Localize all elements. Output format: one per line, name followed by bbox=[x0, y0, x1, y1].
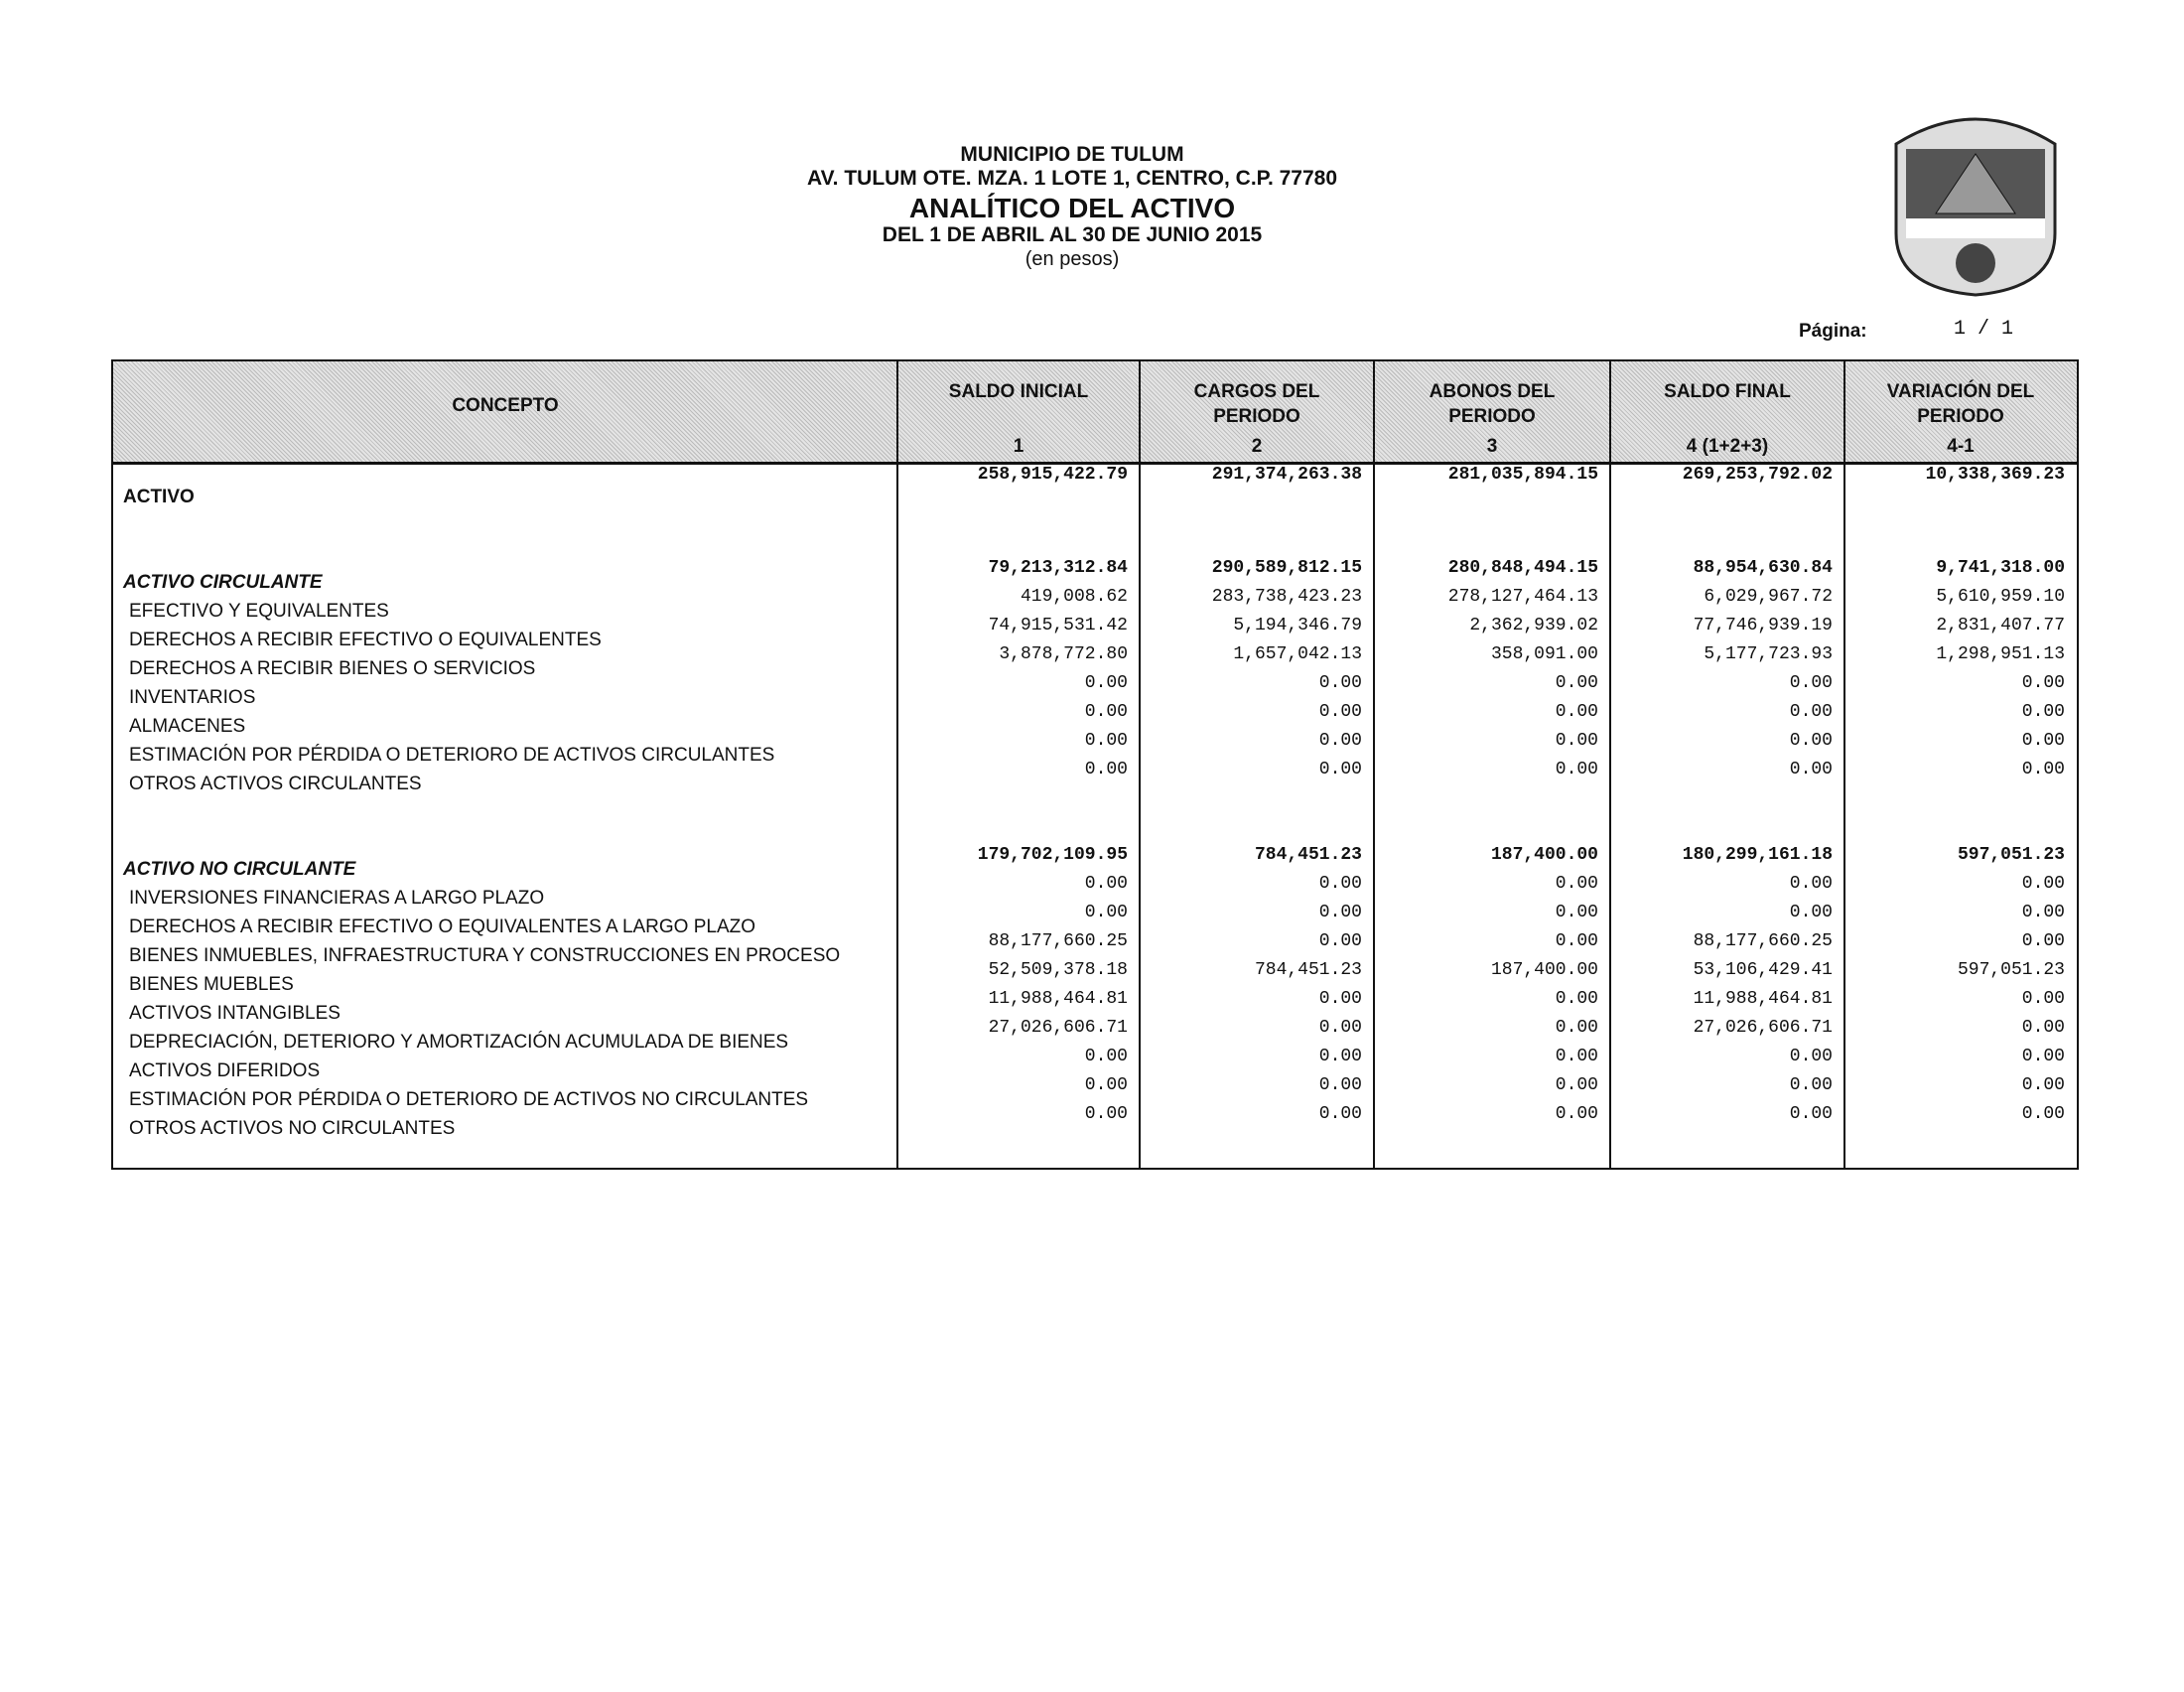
page-number: 1 / 1 bbox=[1954, 318, 2014, 341]
cell-saldo-inicial: 179,702,109.95 bbox=[977, 845, 1128, 865]
row-label: DERECHOS A RECIBIR BIENES O SERVICIOS bbox=[129, 658, 536, 679]
table-header bbox=[113, 361, 2077, 465]
cell-abonos-periodo: 278,127,464.13 bbox=[1447, 587, 1598, 607]
row-label: DERECHOS A RECIBIR EFECTIVO O EQUIVALENTES bbox=[129, 630, 602, 650]
row-label: DEPRECIACIÓN, DETERIORO Y AMORTIZACIÓN ACUMULADA DE BIENES bbox=[129, 1032, 789, 1053]
cell-saldo-final: 27,026,606.71 bbox=[1693, 1018, 1833, 1038]
cell-saldo-inicial: 0.00 bbox=[1084, 903, 1128, 922]
total-row bbox=[113, 465, 2077, 510]
column-header-cargos-periodo bbox=[1140, 361, 1374, 462]
report-title: ANALÍTICO DEL ACTIVO bbox=[908, 193, 1236, 223]
cell-variacion-periodo: 0.00 bbox=[2021, 731, 2065, 751]
column-divider bbox=[1373, 361, 1375, 1168]
cell-saldo-inicial: 88,177,660.25 bbox=[988, 931, 1128, 951]
cell-cargos-periodo: 0.00 bbox=[1318, 989, 1362, 1009]
row-label: INVERSIONES FINANCIERAS A LARGO PLAZO bbox=[129, 888, 545, 909]
cell-saldo-final: 269,253,792.02 bbox=[1682, 465, 1833, 485]
cell-variacion-periodo: 0.00 bbox=[2021, 1018, 2065, 1038]
cell-saldo-final: 77,746,939.19 bbox=[1693, 616, 1833, 635]
cell-variacion-periodo: 597,051.23 bbox=[1957, 845, 2065, 865]
cell-abonos-periodo: 358,091.00 bbox=[1490, 644, 1598, 664]
row-label: ACTIVO CIRCULANTE bbox=[123, 572, 323, 593]
cell-variacion-periodo: 0.00 bbox=[2021, 903, 2065, 922]
row-label: ACTIVO bbox=[123, 487, 195, 507]
cell-cargos-periodo: 5,194,346.79 bbox=[1233, 616, 1362, 635]
cell-abonos-periodo: 0.00 bbox=[1555, 760, 1598, 779]
cell-abonos-periodo: 280,848,494.15 bbox=[1447, 558, 1598, 578]
cell-variacion-periodo: 0.00 bbox=[2021, 1104, 2065, 1124]
row-label: INVENTARIOS bbox=[129, 687, 256, 708]
cell-variacion-periodo: 0.00 bbox=[2021, 931, 2065, 951]
cell-cargos-periodo: 0.00 bbox=[1318, 931, 1362, 951]
row-label: OTROS ACTIVOS CIRCULANTES bbox=[129, 774, 422, 794]
cell-cargos-periodo: 784,451.23 bbox=[1254, 845, 1362, 865]
row-label: ACTIVO NO CIRCULANTE bbox=[123, 859, 356, 880]
cell-cargos-periodo: 0.00 bbox=[1318, 874, 1362, 894]
cell-variacion-periodo: 5,610,959.10 bbox=[1936, 587, 2065, 607]
table-row bbox=[113, 760, 2077, 797]
cell-saldo-inicial: 0.00 bbox=[1084, 760, 1128, 779]
cell-abonos-periodo: 0.00 bbox=[1555, 989, 1598, 1009]
cell-cargos-periodo: 0.00 bbox=[1318, 673, 1362, 693]
cell-abonos-periodo: 0.00 bbox=[1555, 1018, 1598, 1038]
cell-variacion-periodo: 0.00 bbox=[2021, 702, 2065, 722]
cell-cargos-periodo: 0.00 bbox=[1318, 731, 1362, 751]
cell-cargos-periodo: 0.00 bbox=[1318, 702, 1362, 722]
cell-saldo-inicial: 0.00 bbox=[1084, 1104, 1128, 1124]
column-divider bbox=[1609, 361, 1611, 1168]
column-number: 1 bbox=[1013, 436, 1024, 457]
row-label: ESTIMACIÓN POR PÉRDIDA O DETERIORO DE ACTIVOS CIRCULANTES bbox=[129, 745, 775, 766]
cell-saldo-inicial: 11,988,464.81 bbox=[988, 989, 1128, 1009]
cell-variacion-periodo: 0.00 bbox=[2021, 673, 2065, 693]
cell-saldo-inicial: 0.00 bbox=[1084, 874, 1128, 894]
cell-abonos-periodo: 0.00 bbox=[1555, 702, 1598, 722]
column-number: 4 (1+2+3) bbox=[1686, 436, 1769, 457]
cell-variacion-periodo: 2,831,407.77 bbox=[1936, 616, 2065, 635]
row-label: EFECTIVO Y EQUIVALENTES bbox=[129, 601, 389, 622]
cell-abonos-periodo: 0.00 bbox=[1555, 673, 1598, 693]
cell-variacion-periodo: 9,741,318.00 bbox=[1936, 558, 2065, 578]
table-body bbox=[113, 465, 2077, 1168]
row-label: ALMACENES bbox=[129, 716, 246, 737]
cell-saldo-inicial: 27,026,606.71 bbox=[988, 1018, 1128, 1038]
cell-saldo-inicial: 0.00 bbox=[1084, 1075, 1128, 1095]
cell-abonos-periodo: 0.00 bbox=[1555, 1104, 1598, 1124]
cell-saldo-inicial: 3,878,772.80 bbox=[999, 644, 1128, 664]
cell-saldo-final: 0.00 bbox=[1789, 760, 1833, 779]
column-header-variacion-periodo bbox=[1844, 361, 2077, 462]
column-title: VARIACIÓN DEL PERIODO bbox=[1886, 381, 2035, 427]
column-divider bbox=[896, 361, 898, 1168]
column-header-saldo-inicial bbox=[897, 361, 1140, 462]
cell-variacion-periodo: 0.00 bbox=[2021, 874, 2065, 894]
column-header-saldo-final bbox=[1610, 361, 1844, 462]
cell-saldo-final: 0.00 bbox=[1789, 1075, 1833, 1095]
cell-cargos-periodo: 1,657,042.13 bbox=[1233, 644, 1362, 664]
cell-cargos-periodo: 784,451.23 bbox=[1254, 960, 1362, 980]
cell-saldo-inicial: 74,915,531.42 bbox=[988, 616, 1128, 635]
cell-saldo-inicial: 258,915,422.79 bbox=[977, 465, 1128, 485]
column-header-concepto bbox=[113, 361, 897, 462]
cell-saldo-final: 5,177,723.93 bbox=[1704, 644, 1833, 664]
cell-saldo-final: 53,106,429.41 bbox=[1693, 960, 1833, 980]
cell-cargos-periodo: 0.00 bbox=[1318, 903, 1362, 922]
cell-abonos-periodo: 187,400.00 bbox=[1490, 960, 1598, 980]
cell-cargos-periodo: 0.00 bbox=[1318, 1104, 1362, 1124]
row-label: BIENES INMUEBLES, INFRAESTRUCTURA Y CONSTRUCCIONES EN PROCESO bbox=[129, 945, 841, 966]
cell-saldo-final: 11,988,464.81 bbox=[1693, 989, 1833, 1009]
row-label: BIENES MUEBLES bbox=[129, 974, 294, 995]
report-units: (en pesos) bbox=[1024, 248, 1120, 270]
cell-saldo-inicial: 0.00 bbox=[1084, 1047, 1128, 1066]
entity-address: AV. TULUM OTE. MZA. 1 LOTE 1, CENTRO, C.P. 77780 bbox=[806, 167, 1338, 190]
cell-saldo-final: 88,954,630.84 bbox=[1693, 558, 1833, 578]
cell-cargos-periodo: 291,374,263.38 bbox=[1211, 465, 1362, 485]
row-label: OTROS ACTIVOS NO CIRCULANTES bbox=[129, 1118, 456, 1139]
cell-saldo-final: 180,299,161.18 bbox=[1682, 845, 1833, 865]
column-number: 4-1 bbox=[1947, 436, 1975, 457]
cell-cargos-periodo: 283,738,423.23 bbox=[1211, 587, 1362, 607]
column-divider bbox=[1139, 361, 1141, 1168]
column-number: 2 bbox=[1251, 436, 1263, 457]
cell-variacion-periodo: 597,051.23 bbox=[1957, 960, 2065, 980]
cell-variacion-periodo: 0.00 bbox=[2021, 1075, 2065, 1095]
row-label: ACTIVOS INTANGIBLES bbox=[129, 1003, 341, 1024]
column-number: 3 bbox=[1486, 436, 1498, 457]
entity-name: MUNICIPIO DE TULUM bbox=[960, 143, 1184, 166]
cell-saldo-final: 0.00 bbox=[1789, 673, 1833, 693]
row-label: ACTIVOS DIFERIDOS bbox=[129, 1060, 321, 1081]
column-header-abonos-periodo bbox=[1374, 361, 1610, 462]
cell-abonos-periodo: 0.00 bbox=[1555, 931, 1598, 951]
cell-abonos-periodo: 0.00 bbox=[1555, 1047, 1598, 1066]
cell-variacion-periodo: 0.00 bbox=[2021, 760, 2065, 779]
cell-abonos-periodo: 0.00 bbox=[1555, 903, 1598, 922]
cell-saldo-inicial: 52,509,378.18 bbox=[988, 960, 1128, 980]
report-period: DEL 1 DE ABRIL AL 30 DE JUNIO 2015 bbox=[882, 223, 1263, 246]
cell-variacion-periodo: 10,338,369.23 bbox=[1925, 465, 2065, 485]
cell-saldo-inicial: 0.00 bbox=[1084, 731, 1128, 751]
cell-saldo-final: 0.00 bbox=[1789, 903, 1833, 922]
assets-table bbox=[111, 359, 2079, 1170]
cell-saldo-final: 0.00 bbox=[1789, 1047, 1833, 1066]
cell-cargos-periodo: 290,589,812.15 bbox=[1211, 558, 1362, 578]
row-label: ESTIMACIÓN POR PÉRDIDA O DETERIORO DE ACTIVOS NO CIRCULANTES bbox=[129, 1089, 809, 1110]
column-title: SALDO FINAL bbox=[1664, 381, 1791, 402]
cell-saldo-final: 6,029,967.72 bbox=[1704, 587, 1833, 607]
cell-saldo-final: 88,177,660.25 bbox=[1693, 931, 1833, 951]
cell-variacion-periodo: 0.00 bbox=[2021, 989, 2065, 1009]
table-row bbox=[113, 1104, 2077, 1142]
column-title: SALDO INICIAL bbox=[948, 381, 1089, 402]
cell-abonos-periodo: 0.00 bbox=[1555, 731, 1598, 751]
cell-abonos-periodo: 187,400.00 bbox=[1490, 845, 1598, 865]
cell-abonos-periodo: 2,362,939.02 bbox=[1469, 616, 1598, 635]
column-divider bbox=[1843, 361, 1845, 1168]
page-label: Página: bbox=[1799, 321, 1867, 342]
cell-saldo-final: 0.00 bbox=[1789, 1104, 1833, 1124]
column-title: ABONOS DEL PERIODO bbox=[1429, 381, 1556, 427]
cell-abonos-periodo: 0.00 bbox=[1555, 874, 1598, 894]
row-label: DERECHOS A RECIBIR EFECTIVO O EQUIVALENTES A LARGO PLAZO bbox=[129, 916, 756, 937]
cell-cargos-periodo: 0.00 bbox=[1318, 760, 1362, 779]
cell-saldo-inicial: 419,008.62 bbox=[1020, 587, 1128, 607]
cell-abonos-periodo: 281,035,894.15 bbox=[1447, 465, 1598, 485]
cell-saldo-inicial: 79,213,312.84 bbox=[988, 558, 1128, 578]
cell-variacion-periodo: 1,298,951.13 bbox=[1936, 644, 2065, 664]
cell-saldo-inicial: 0.00 bbox=[1084, 673, 1128, 693]
cell-saldo-inicial: 0.00 bbox=[1084, 702, 1128, 722]
cell-cargos-periodo: 0.00 bbox=[1318, 1047, 1362, 1066]
cell-saldo-final: 0.00 bbox=[1789, 874, 1833, 894]
cell-cargos-periodo: 0.00 bbox=[1318, 1018, 1362, 1038]
cell-saldo-final: 0.00 bbox=[1789, 702, 1833, 722]
column-title: CARGOS DEL PERIODO bbox=[1193, 381, 1320, 427]
cell-saldo-final: 0.00 bbox=[1789, 731, 1833, 751]
column-title: CONCEPTO bbox=[452, 395, 559, 416]
municipal-seal-logo bbox=[1876, 104, 2075, 298]
cell-abonos-periodo: 0.00 bbox=[1555, 1075, 1598, 1095]
cell-variacion-periodo: 0.00 bbox=[2021, 1047, 2065, 1066]
cell-cargos-periodo: 0.00 bbox=[1318, 1075, 1362, 1095]
